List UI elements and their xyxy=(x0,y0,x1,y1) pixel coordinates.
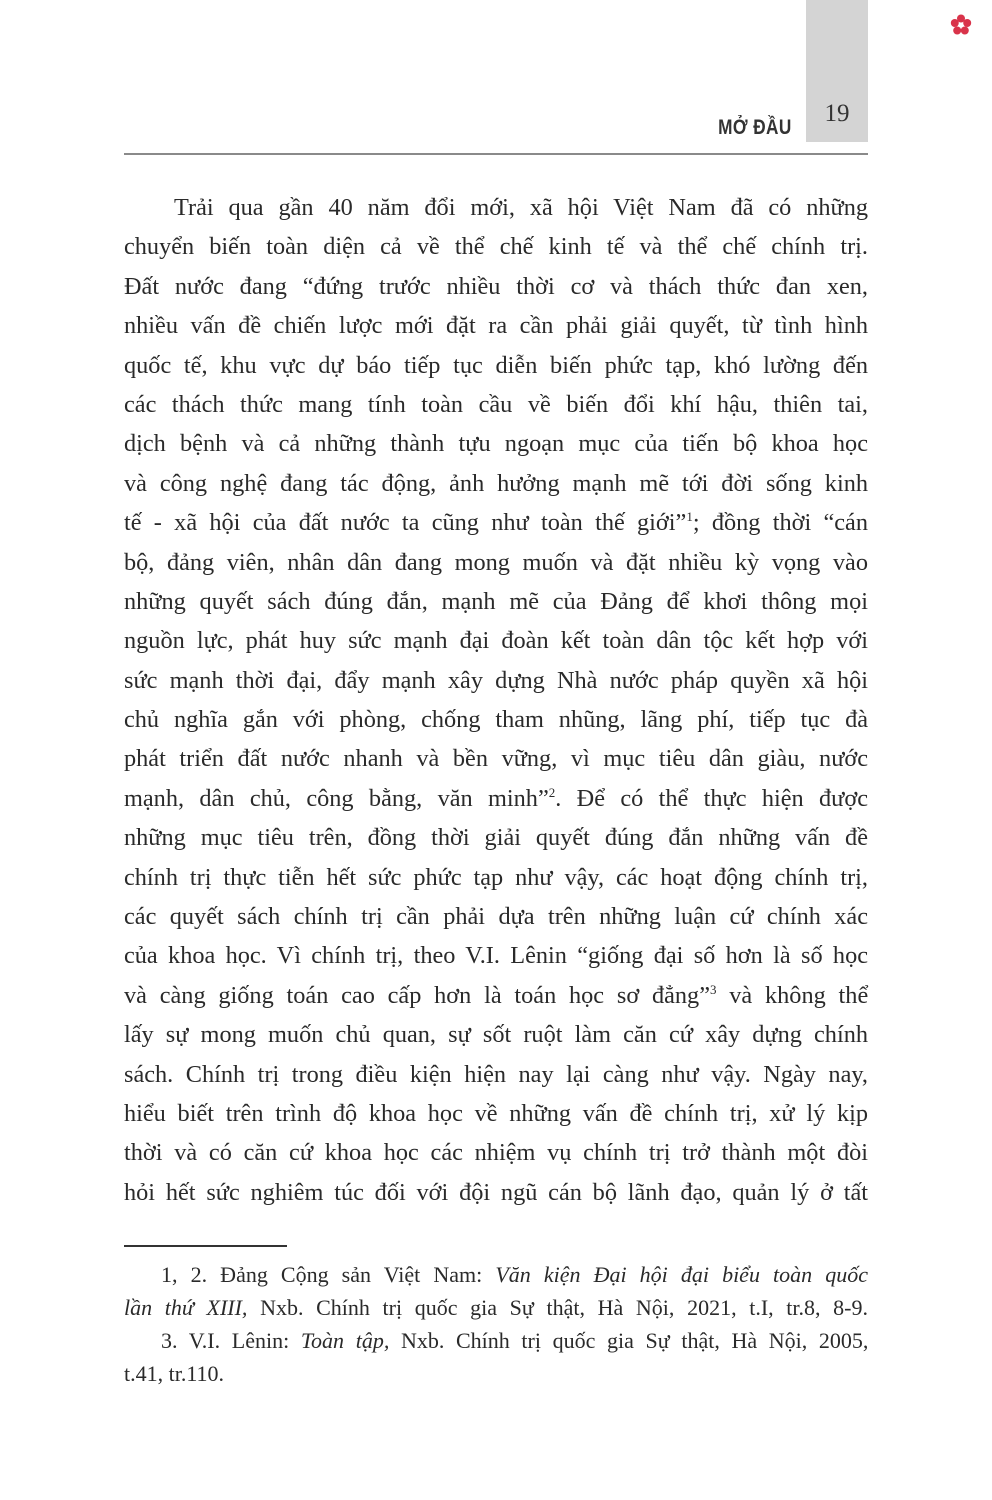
body-line: các quyết sách chính trị cần phải dựa trên những luận cứ chính xác xyxy=(124,903,868,931)
footnote-ref: 2 xyxy=(548,784,556,800)
footnote-text: Nxb. Chính trị quốc gia Sự thật, Hà Nội, 2005, xyxy=(389,1328,869,1353)
body-line: Trải qua gần 40 năm đổi mới, xã hội Việt Nam đã có những xyxy=(174,194,868,221)
footnote-1-2-cont xyxy=(124,1291,868,1324)
body-line: phát triển đất nước nhanh và bền vững, vì mục tiêu dân giàu, nước xyxy=(124,745,868,773)
header-rule xyxy=(124,153,868,155)
body-line: thời và có căn cứ khoa học các nhiệm vụ chính trị trở thành một đòi xyxy=(124,1139,868,1167)
footnote-text: Nxb. Chính trị quốc gia Sự thật, Hà Nội, 2021, t.I, tr.8, 8-9. xyxy=(247,1295,868,1320)
body-paragraph xyxy=(124,188,868,1212)
body-line: quốc tế, khu vực dự báo tiếp tục diễn biến phức tạp, khó lường đến xyxy=(124,351,868,379)
body-line: hiểu biết trên trình độ khoa học về những vấn đề chính trị, xử lý kịp xyxy=(124,1099,868,1127)
body-line-tail: và không thể xyxy=(716,981,869,1009)
footnote-title: Toàn tập, xyxy=(300,1328,390,1353)
body-line xyxy=(124,779,868,818)
body-line-tail: ; đồng thời “cán xyxy=(692,509,868,537)
body-line xyxy=(124,976,868,1015)
body-line: chuyển biến toàn diện cả về thể chế kinh tế và thể chế chính trị. xyxy=(124,233,868,261)
body-line-text: mạnh, dân chủ, công bằng, văn minh” xyxy=(124,784,549,812)
body-line: hỏi hết sức nghiêm túc đối với đội ngũ cán bộ lãnh đạo, quản lý ở tất xyxy=(124,1178,868,1206)
body-line: nguồn lực, phát huy sức mạnh đại đoàn kết toàn dân tộc kết hợp với xyxy=(124,627,868,655)
body-line: các thách thức mang tính toàn cầu về biến đổi khí hậu, thiên tai, xyxy=(124,390,868,418)
page-number: 19 xyxy=(824,100,850,127)
body-line: nhiều vấn đề chiến lược mới đặt ra cần phải giải quyết, từ tình hình xyxy=(124,312,868,340)
body-line: dịch bệnh và cả những thành tựu ngoạn mục của tiến bộ khoa học xyxy=(124,430,868,458)
body-line: và công nghệ đang tác động, ảnh hưởng mạnh mẽ tới đời sống kinh xyxy=(124,469,868,497)
footnote-title: lần thứ XIII, xyxy=(124,1295,248,1320)
footnote-rule xyxy=(124,1245,287,1247)
body-line: chính trị thực tiễn hết sức phức tạp như vậy, các hoạt động chính trị, xyxy=(124,863,868,891)
footnote-3-cont: t.41, tr.110. xyxy=(124,1361,225,1386)
footnote-3 xyxy=(124,1324,868,1357)
footnote-text: 3. V.I. Lênin: xyxy=(161,1328,301,1353)
footnote-1-2 xyxy=(124,1258,868,1291)
body-line-tail: . Để có thể thực hiện được xyxy=(555,784,868,812)
body-line: những quyết sách đúng đắn, mạnh mẽ của Đảng để khơi thông mọi xyxy=(124,587,868,615)
body-line: của khoa học. Vì chính trị, theo V.I. Lênin “giống đại số hơn là số học xyxy=(124,942,868,970)
footnote-ref: 1 xyxy=(686,509,693,525)
body-line-text: và càng giống toán cao cấp hơn là toán học sơ đẳng” xyxy=(124,981,710,1009)
body-line: chủ nghĩa gắn với phòng, chống tham nhũng, lãng phí, tiếp tục đà xyxy=(124,706,868,734)
footnote-title: Văn kiện Đại hội đại biểu toàn quốc xyxy=(495,1262,868,1287)
body-line: sách. Chính trị trong điều kiện hiện nay lại càng như vậy. Ngày nay, xyxy=(124,1060,868,1088)
body-line: bộ, đảng viên, nhân dân đang mong muốn và đặt nhiều kỳ vọng vào xyxy=(124,548,868,576)
body-line: những mục tiêu trên, đồng thời giải quyết đúng đắn những vấn đề xyxy=(124,824,868,852)
footnotes xyxy=(124,1258,868,1390)
body-line xyxy=(124,503,868,542)
footnote-ref: 3 xyxy=(710,981,717,997)
body-line: Đất nước đang “đứng trước nhiều thời cơ và thách thức đan xen, xyxy=(124,272,868,300)
footnote-text: 1, 2. Đảng Cộng sản Việt Nam: xyxy=(161,1262,496,1287)
body-line: sức mạnh thời đại, đẩy mạnh xây dựng Nhà nước pháp quyền xã hội xyxy=(124,666,868,694)
body-line: lấy sự mong muốn chủ quan, sự sốt ruột làm căn cứ xây dựng chính xyxy=(124,1021,868,1049)
running-head: MỞ ĐẦU xyxy=(718,116,792,139)
body-line-text: tế - xã hội của đất nước ta cũng như toàn thế giới” xyxy=(124,509,687,537)
flower-icon xyxy=(950,14,972,36)
